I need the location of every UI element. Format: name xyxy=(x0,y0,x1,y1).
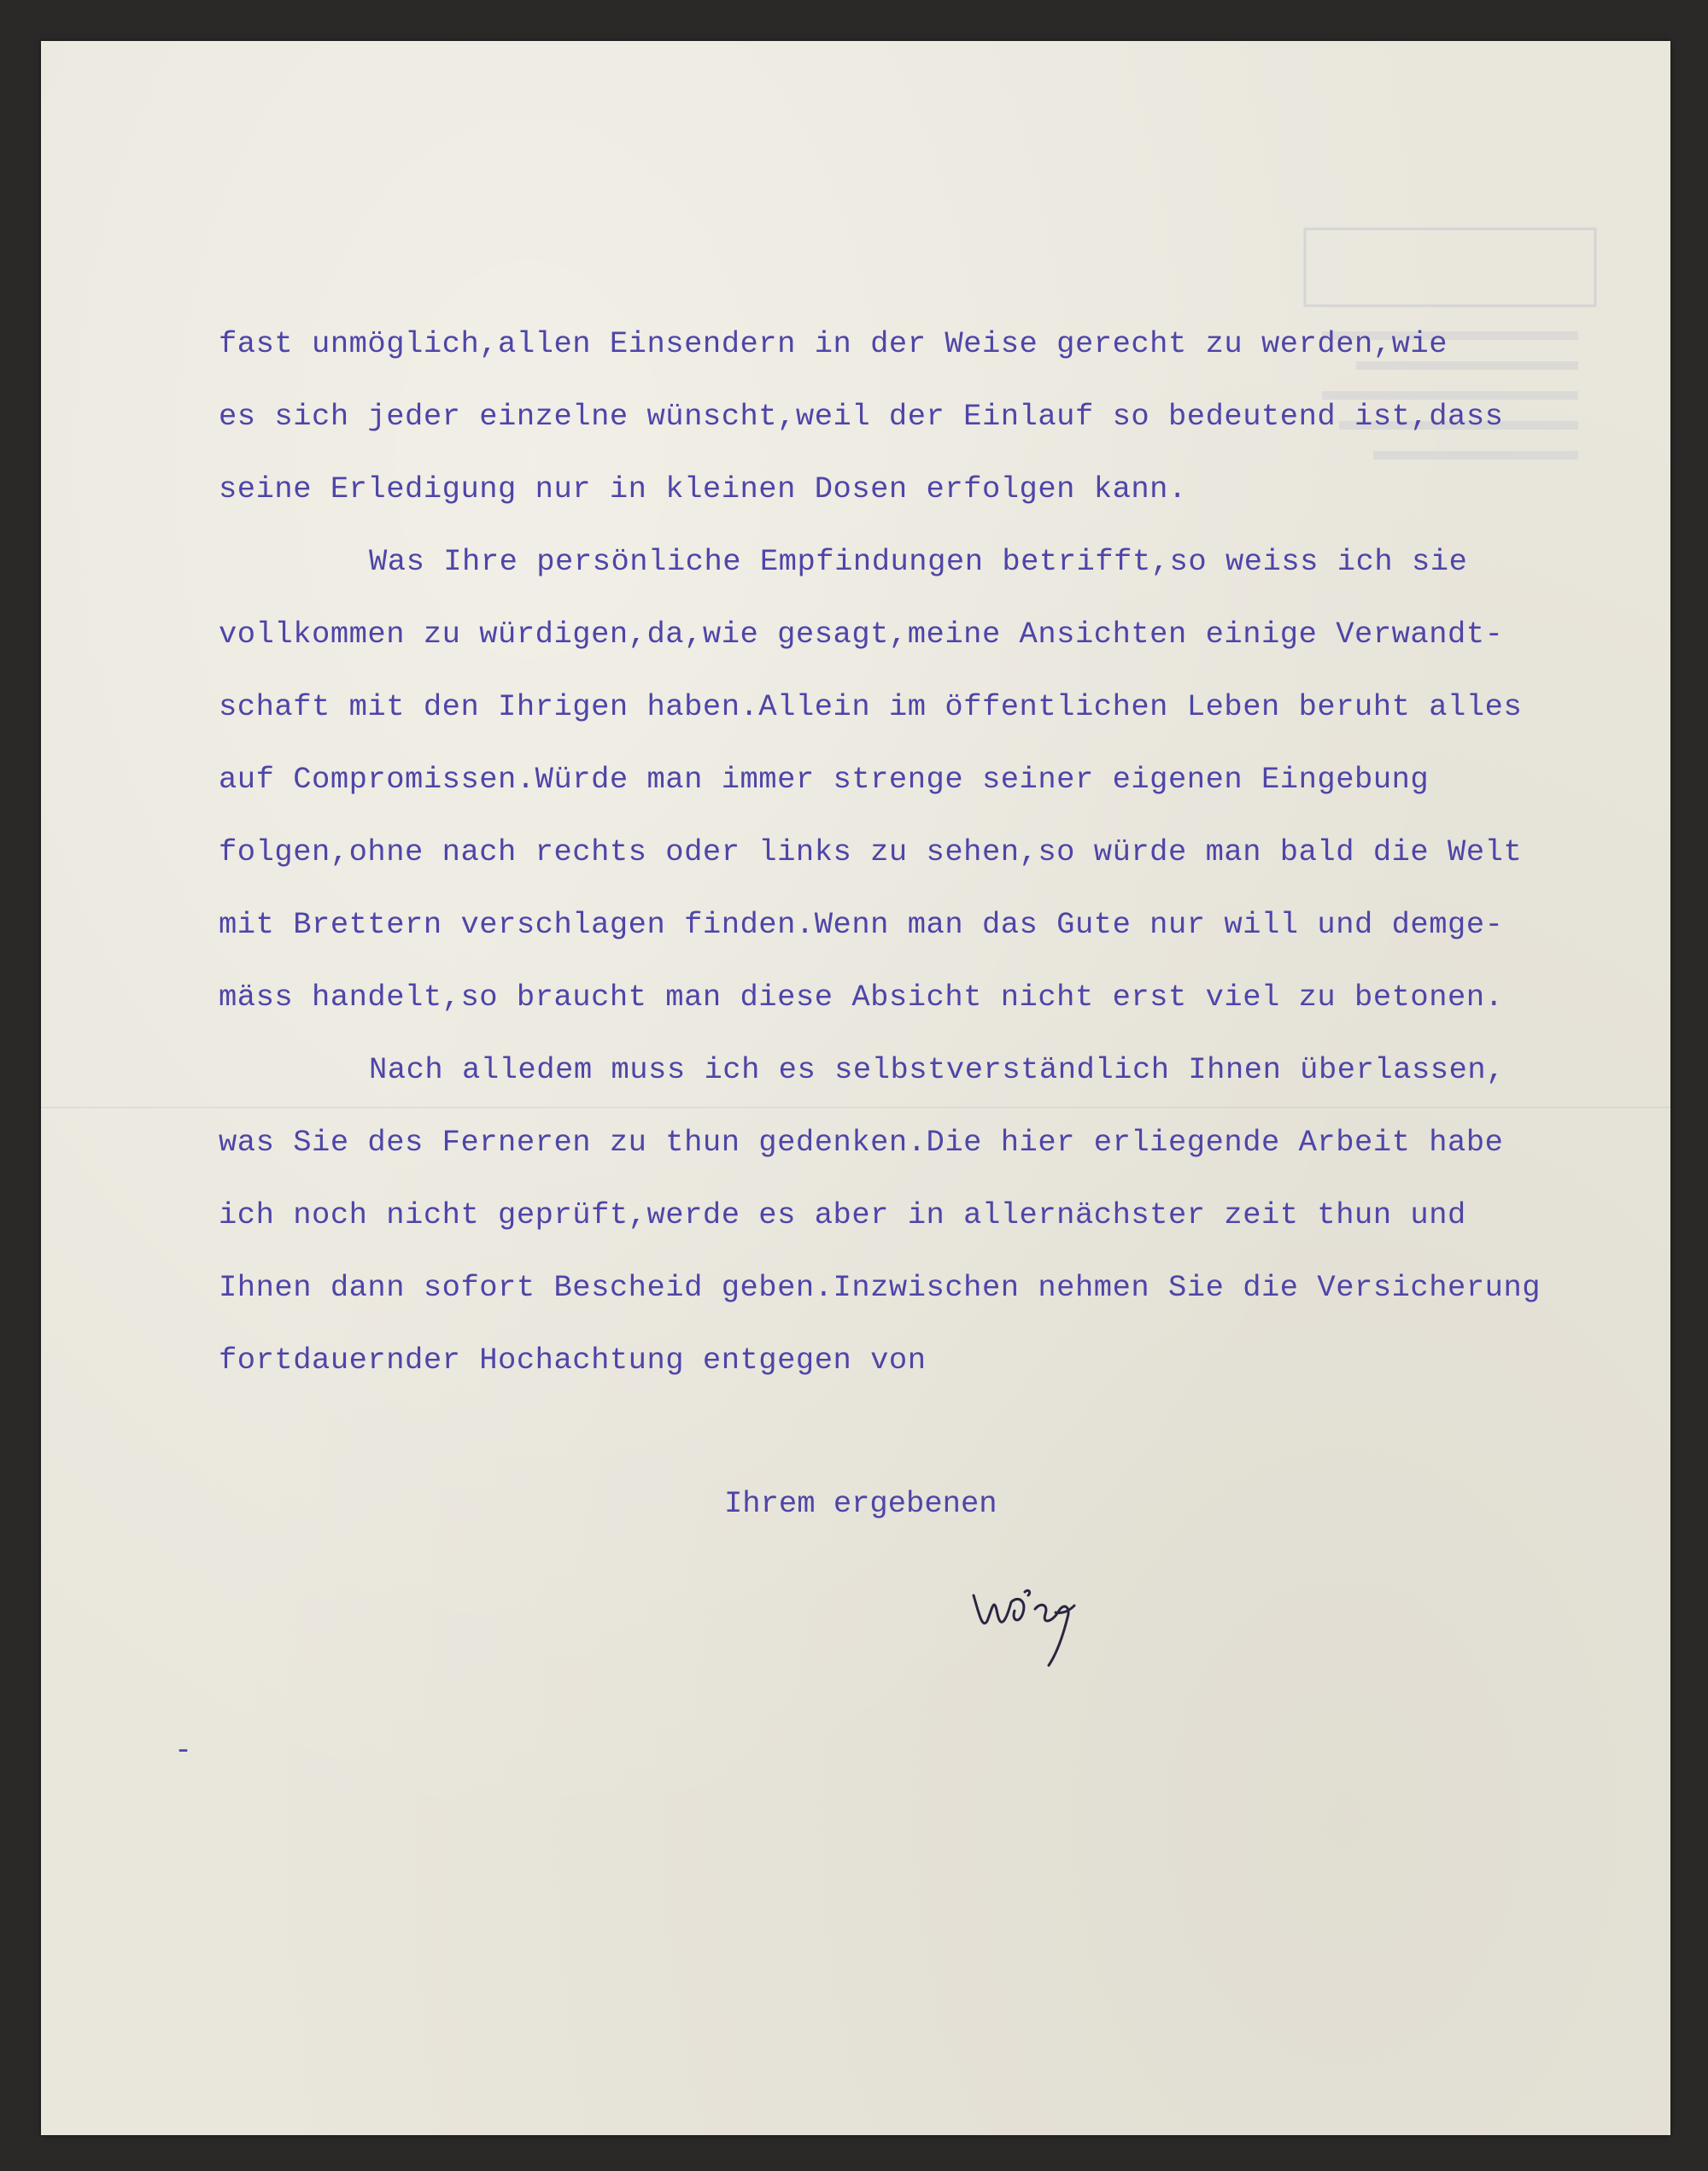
letter-line: ich noch nicht geprüft,werde es aber in allernächster zeit thun und xyxy=(219,1197,1466,1232)
letter-page xyxy=(41,41,1670,2135)
closing-salutation: Ihrem ergebenen xyxy=(724,1486,997,1521)
letter-line: fast unmöglich,allen Einsendern in der Weise gerecht zu werden,wie xyxy=(219,326,1448,361)
letter-line: was Sie des Ferneren zu thun gedenken.Die hier erliegende Arbeit habe xyxy=(219,1125,1504,1160)
letter-line: mit Brettern verschlagen finden.Wenn man das Gute nur will und demge- xyxy=(219,907,1504,942)
margin-dash: - xyxy=(174,1734,193,1768)
letter-line: seine Erledigung nur in kleinen Dosen erfolgen kann. xyxy=(219,471,1187,506)
handwritten-signature xyxy=(967,1561,1120,1681)
letter-line: auf Compromissen.Würde man immer strenge seiner eigenen Eingebung xyxy=(219,762,1430,797)
letter-line: mäss handelt,so braucht man diese Absicht nicht erst viel zu betonen. xyxy=(219,980,1504,1015)
letter-line: vollkommen zu würdigen,da,wie gesagt,meine Ansichten einige Verwandt- xyxy=(219,617,1504,652)
letter-body xyxy=(219,307,1602,1396)
letter-line: Nach alledem muss ich es selbstverständlich Ihnen überlassen, xyxy=(369,1052,1506,1087)
letter-line: Was Ihre persönliche Empfindungen betrifft,so weiss ich sie xyxy=(369,544,1468,579)
letter-line: fortdauernder Hochachtung entgegen von xyxy=(219,1343,927,1378)
letter-line: schaft mit den Ihrigen haben.Allein im öffentlichen Leben beruht alles xyxy=(219,689,1523,724)
letter-line: Ihnen dann sofort Bescheid geben.Inzwischen nehmen Sie die Versicherung xyxy=(219,1270,1541,1305)
letter-line: folgen,ohne nach rechts oder links zu sehen,so würde man bald die Welt xyxy=(219,834,1523,869)
letter-line: es sich jeder einzelne wünscht,weil der Einlauf so bedeutend ist,dass xyxy=(219,399,1504,434)
